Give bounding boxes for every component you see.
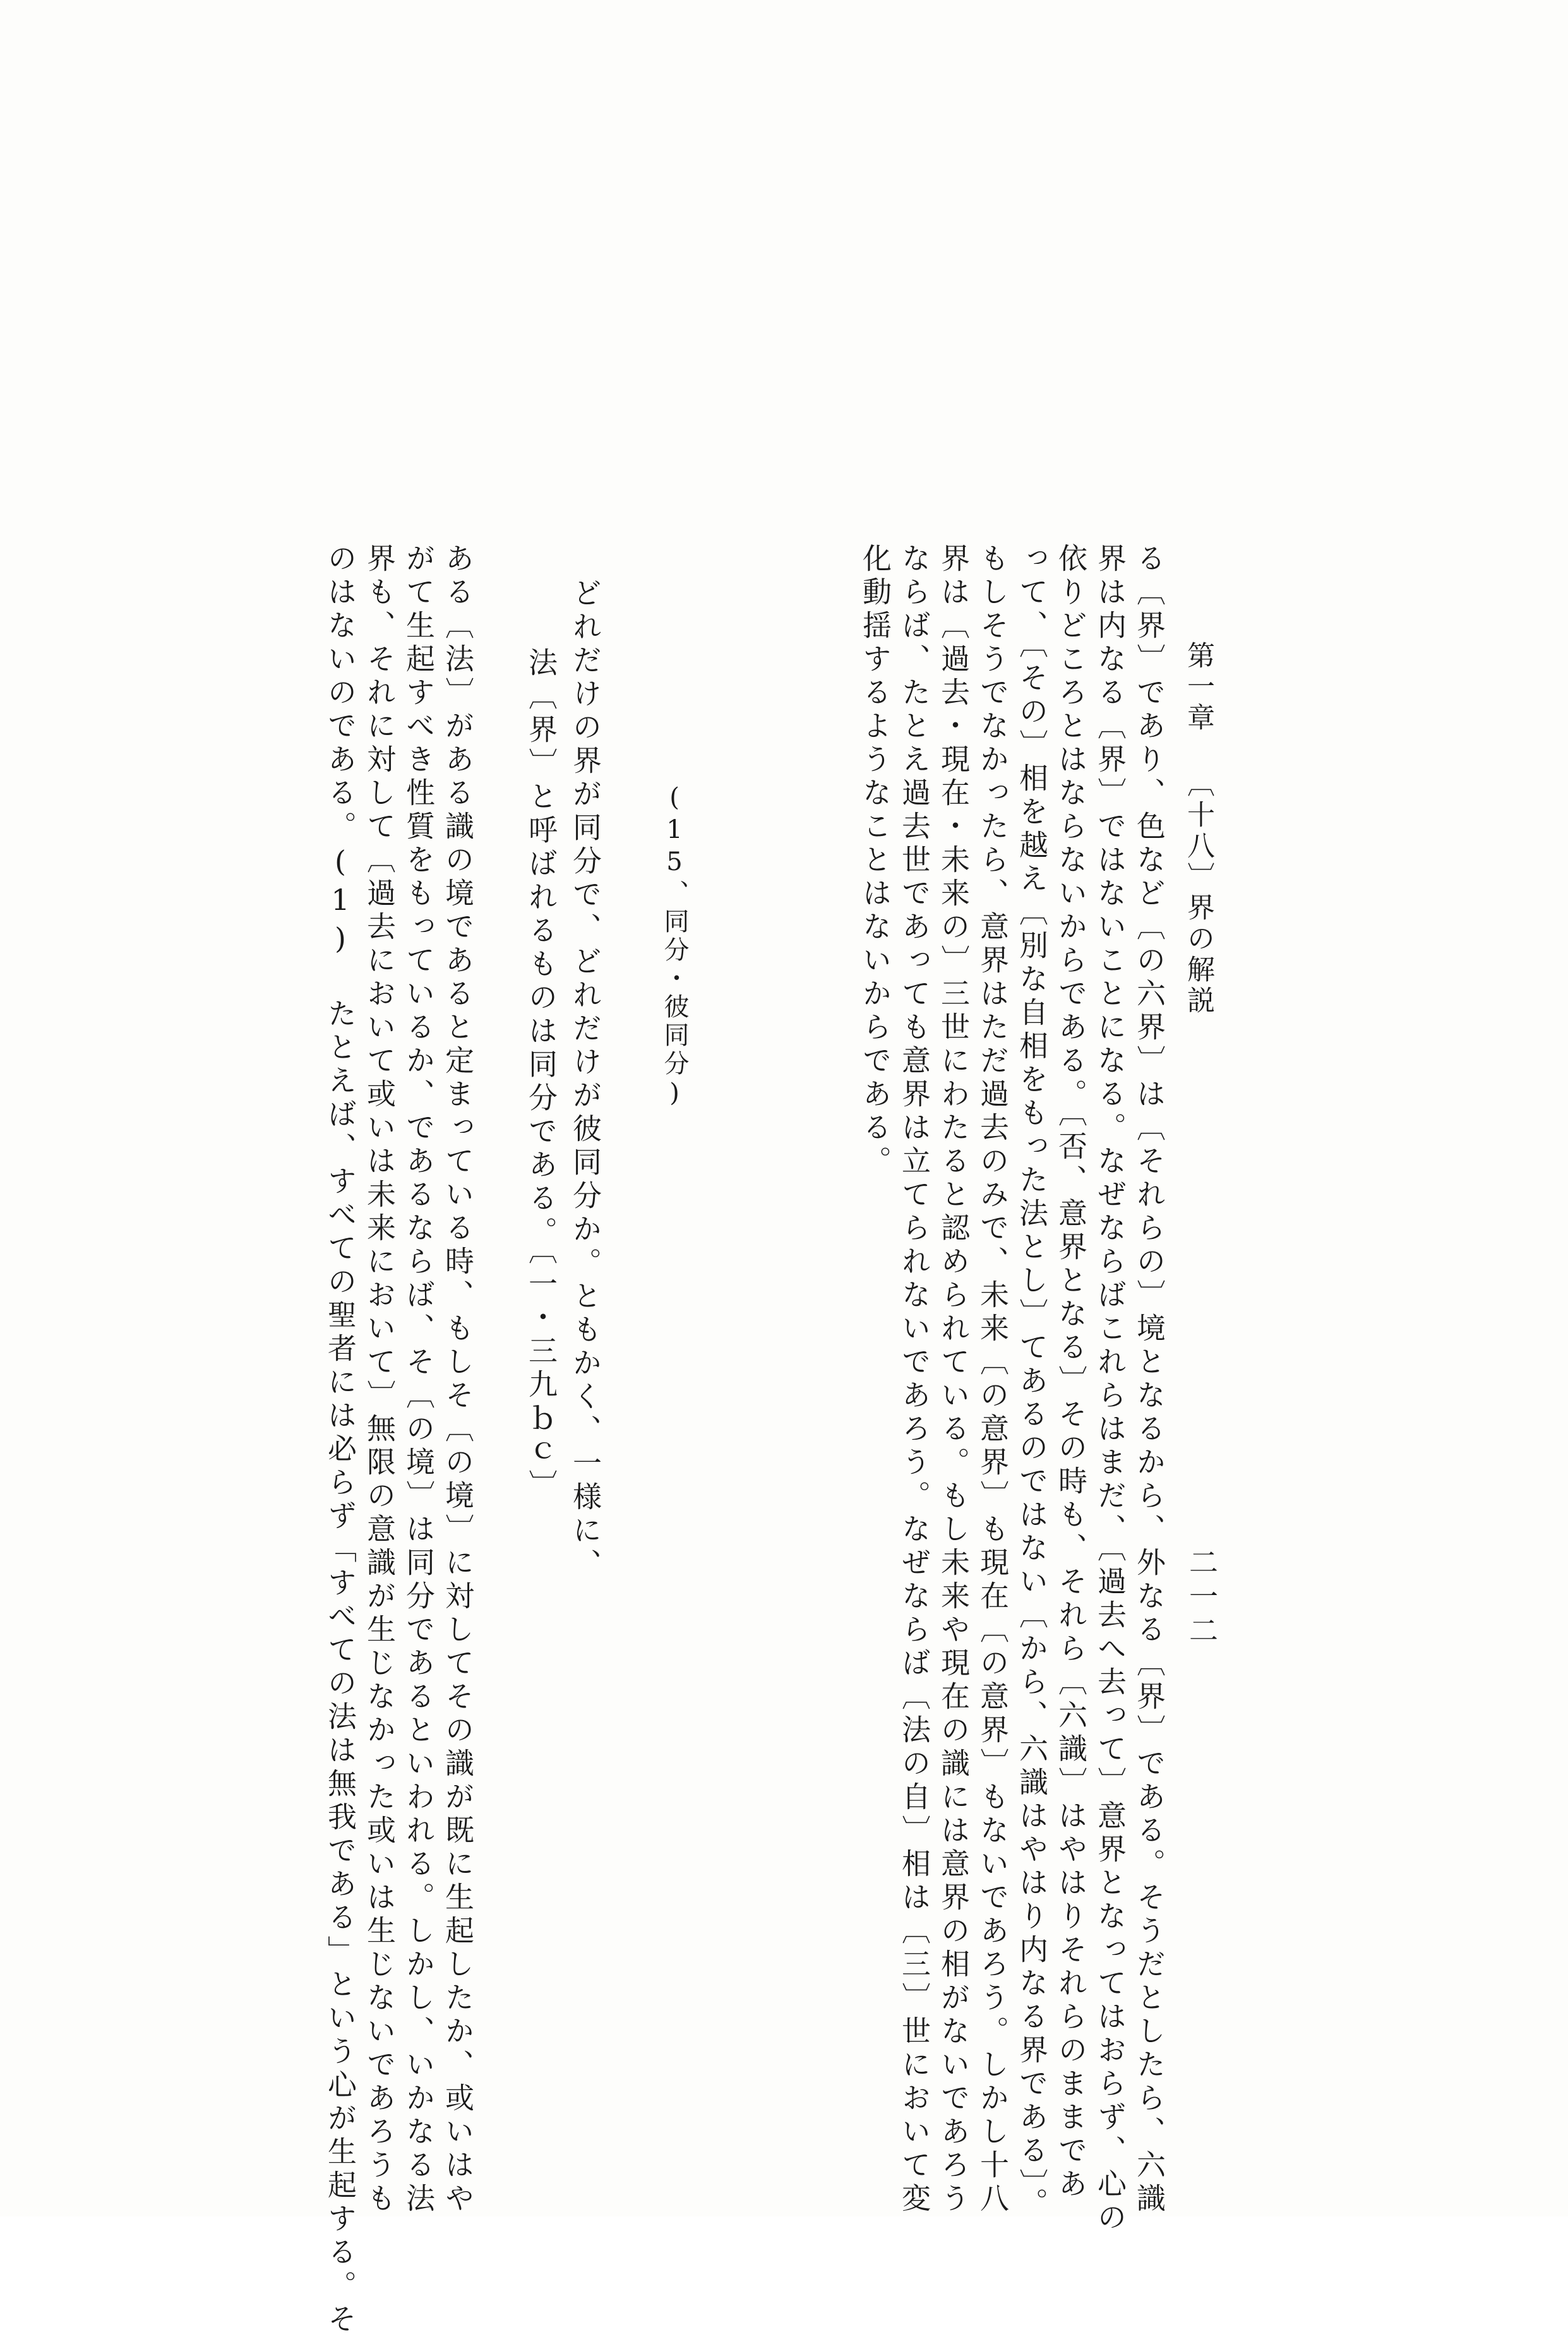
text-column: もしそうでなかったら、意界はただ過去のみで、未来〔の意界〕も現在〔の意界〕もないであろう。しかし十八 — [976, 543, 1010, 2216]
page-number: 二一二 — [1185, 1547, 1219, 1649]
text-column: 界は〔過去・現在・未来の〕三世にわたると認められている。もし未来や現在の識には意界の相がないであろう — [937, 543, 971, 2216]
text-column: がて生起すべき性質をもっているか、であるならば、そ〔の境〕は同分であるといわれる。しかし、いかなる法 — [402, 543, 436, 2216]
text-column: どれだけの界が同分で、どれだけが彼同分か。ともかく、一様に、 — [568, 578, 602, 1582]
text-column: 依りどころとはならないからである。〔否、意界となる〕その時も、それら〔六識〕はやはりそれらのままであ — [1054, 543, 1088, 2202]
text-column: る〔界〕であり、色など〔の六界〕は〔それらの〕境となるから、外なる〔界〕である。そうだとしたら、六識 — [1132, 543, 1166, 2216]
text-column: 界は内なる〔界〕ではないことになる。なぜならばこれらはまだ、〔過去へ去って〕意界となってはおらず、心の — [1093, 543, 1127, 2235]
text-column: ある〔法〕がある識の境であると定まっている時、もしそ〔の境〕に対してその識が既に生起したか、或いはや — [441, 543, 475, 2216]
verse-column: 法〔界〕と呼ばれるものは同分である。〔一・三九ｂｃ〕 — [524, 647, 558, 1503]
text-column: ならば、たとえ過去世であっても意界は立てられないであろう。なぜならば〔法の自〕相は〔三〕世において変 — [897, 543, 931, 2216]
text-column: 界も、それに対して〔過去において或いは未来において〕無限の意識が生じなかった或いは生じないであろうも — [362, 543, 397, 2216]
text-column: のはないのである。(1) たとえば、すべての聖者には必らず「すべての法は無我である」という心が生起する。そ — [323, 543, 357, 2337]
text-column: って、〔その〕相を越え〔別な自相をもった法とし〕てあるのではない〔から、六識はやはり内なる界である〕。 — [1015, 543, 1049, 2221]
running-title: 第一章 〔十八〕界の解説 — [1182, 641, 1214, 1017]
text-column: 化動揺するようなことはないからである。 — [858, 543, 892, 1179]
section-heading: (15、同分・彼同分) — [660, 783, 689, 1111]
